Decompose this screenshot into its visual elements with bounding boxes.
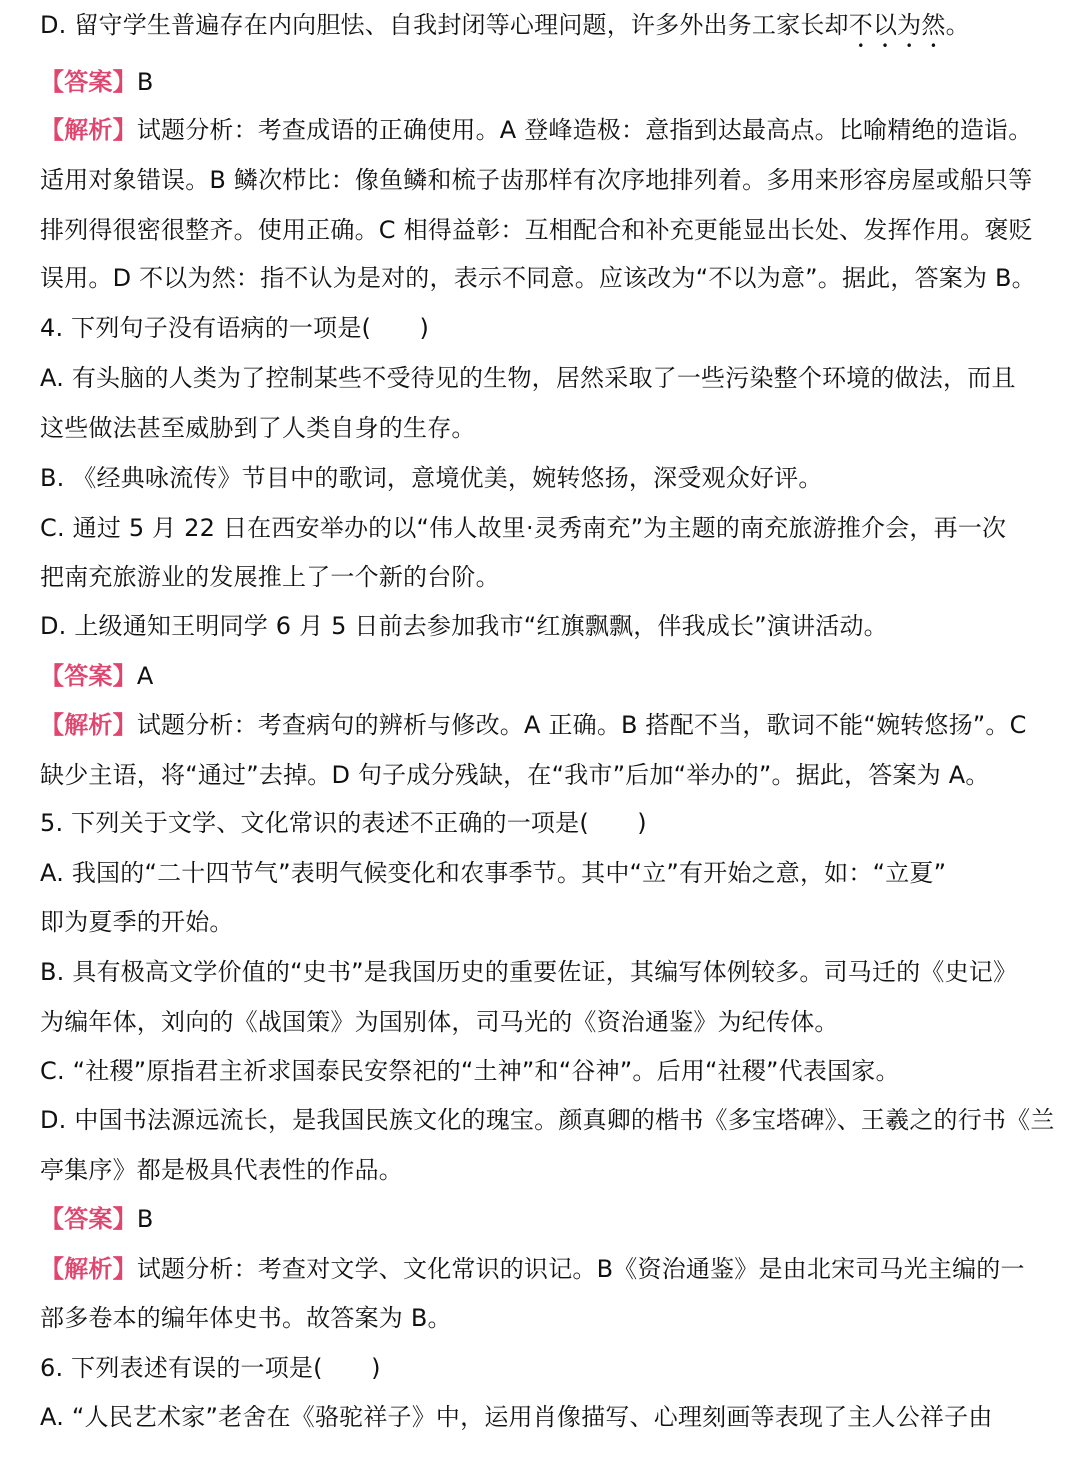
analysis-line xyxy=(40,110,1050,150)
analysis-line xyxy=(40,755,1050,795)
answer-tag: 【答案】 xyxy=(40,1205,137,1233)
question-text: 6. 下列表述有误的一项是( ) xyxy=(40,1354,381,1382)
answer-line-q3 xyxy=(40,62,1050,102)
question-4-stem xyxy=(40,308,1050,348)
analysis-line xyxy=(40,258,1050,298)
option-text: B. 《经典咏流传》节目中的歌词，意境优美，婉转悠扬，深受观众好评。 xyxy=(40,464,823,492)
analysis-tag: 【解析】 xyxy=(40,1255,137,1283)
option-text: 这些做法甚至威胁到了人类自身的生存。 xyxy=(40,414,476,442)
option-d xyxy=(40,606,1050,646)
answer-line-q5 xyxy=(40,1199,1050,1239)
option-b xyxy=(40,458,1050,498)
option-text: C. 通过 5 月 22 日在西安举办的以“伟人故里·灵秀南充”为主题的南充旅游推介会，再一次 xyxy=(40,514,1007,542)
answer-value: B xyxy=(136,68,154,96)
analysis-line xyxy=(40,1249,1050,1289)
analysis-tag: 【解析】 xyxy=(40,116,137,144)
option-text: 亭集序》都是极具代表性的作品。 xyxy=(40,1156,403,1184)
answer-value: B xyxy=(136,1205,154,1233)
option-text: 即为夏季的开始。 xyxy=(40,908,234,936)
option-text: B. 具有极高文学价值的“史书”是我国历史的重要佐证，其编写体例较多。司马迁的《史记》 xyxy=(40,958,1018,986)
option-c-cont xyxy=(40,557,1050,597)
option-b xyxy=(40,952,1050,992)
analysis-text: 试题分析：考查病句的辨析与修改。A 正确。B 搭配不当，歌词不能“婉转悠扬”。C xyxy=(136,711,1027,739)
analysis-line xyxy=(40,160,1050,200)
option-c xyxy=(40,1051,1050,1091)
emphasized-phrase: 不以为然 xyxy=(848,11,946,39)
question-5-stem xyxy=(40,803,1050,843)
option-text: A. 有头脑的人类为了控制某些不受待见的生物，居然采取了一些污染整个环境的做法，而且 xyxy=(40,364,1016,392)
option-b-cont xyxy=(40,1002,1050,1042)
analysis-text: 适用对象错误。B 鳞次栉比：像鱼鳞和梳子齿那样有次序地排列着。多用来形容房屋或船只等 xyxy=(40,166,1033,194)
answer-value: A xyxy=(136,662,154,690)
option-text: 为编年体，刘向的《战国策》为国别体，司马光的《资治通鉴》为纪传体。 xyxy=(40,1008,839,1036)
option-d-cont xyxy=(40,1150,1050,1190)
analysis-text: 排列得很密很整齐。使用正确。C 相得益彰：互相配合和补充更能显出长处、发挥作用。褒贬 xyxy=(40,216,1033,244)
analysis-text: 试题分析：考查对文学、文化常识的识记。B《资治通鉴》是由北宋司马光主编的一 xyxy=(136,1255,1025,1283)
option-text: D. 中国书法源远流长，是我国民族文化的瑰宝。颜真卿的楷书《多宝塔碑》、王羲之的行书《兰 xyxy=(40,1106,1055,1134)
analysis-line xyxy=(40,705,1050,745)
option-d-line xyxy=(40,5,1050,45)
option-a xyxy=(40,1397,1050,1437)
question-text: 4. 下列句子没有语病的一项是( ) xyxy=(40,314,430,342)
option-text: A. “人民艺术家”老舍在《骆驼祥子》中，运用肖像描写、心理刻画等表现了主人公祥子由 xyxy=(40,1403,993,1431)
analysis-text: 部多卷本的编年体史书。故答案为 B。 xyxy=(40,1304,452,1332)
analysis-line xyxy=(40,1298,1050,1338)
analysis-line xyxy=(40,210,1050,250)
answer-line-q4 xyxy=(40,656,1050,696)
option-a xyxy=(40,358,1050,398)
analysis-text: 试题分析：考查成语的正确使用。A 登峰造极：意指到达最高点。比喻精绝的造诣。 xyxy=(136,116,1033,144)
option-a-cont xyxy=(40,408,1050,448)
option-text: A. 我国的“二十四节气”表明气候变化和农事季节。其中“立”有开始之意，如：“立夏” xyxy=(40,859,947,887)
option-text: C. “社稷”原指君主祈求国泰民安祭祀的“土神”和“谷神”。后用“社稷”代表国家。 xyxy=(40,1057,900,1085)
analysis-tag: 【解析】 xyxy=(40,711,137,739)
option-text: D. 上级通知王明同学 6 月 5 日前去参加我市“红旗飘飘，伴我成长”演讲活动。 xyxy=(40,612,888,640)
option-d xyxy=(40,1100,1055,1140)
option-d-text: D. 留守学生普遍存在内向胆怯、自我封闭等心理问题，许多外出务工家长却 xyxy=(40,11,849,39)
option-a xyxy=(40,853,1050,893)
answer-tag: 【答案】 xyxy=(40,662,137,690)
option-text: 把南充旅游业的发展推上了一个新的台阶。 xyxy=(40,563,500,591)
option-d-suffix: 。 xyxy=(945,11,970,39)
answer-tag: 【答案】 xyxy=(40,68,137,96)
option-c xyxy=(40,508,1050,548)
analysis-text: 误用。D 不以为然：指不认为是对的，表示不同意。应该改为“不以为意”。据此，答案为 B。 xyxy=(40,264,1036,292)
analysis-text: 缺少主语，将“通过”去掉。D 句子成分残缺，在“我市”后加“举办的”。据此，答案为 A。 xyxy=(40,761,990,789)
option-a-cont xyxy=(40,902,1050,942)
question-text: 5. 下列关于文学、文化常识的表述不正确的一项是( ) xyxy=(40,809,647,837)
question-6-stem xyxy=(40,1348,1050,1388)
